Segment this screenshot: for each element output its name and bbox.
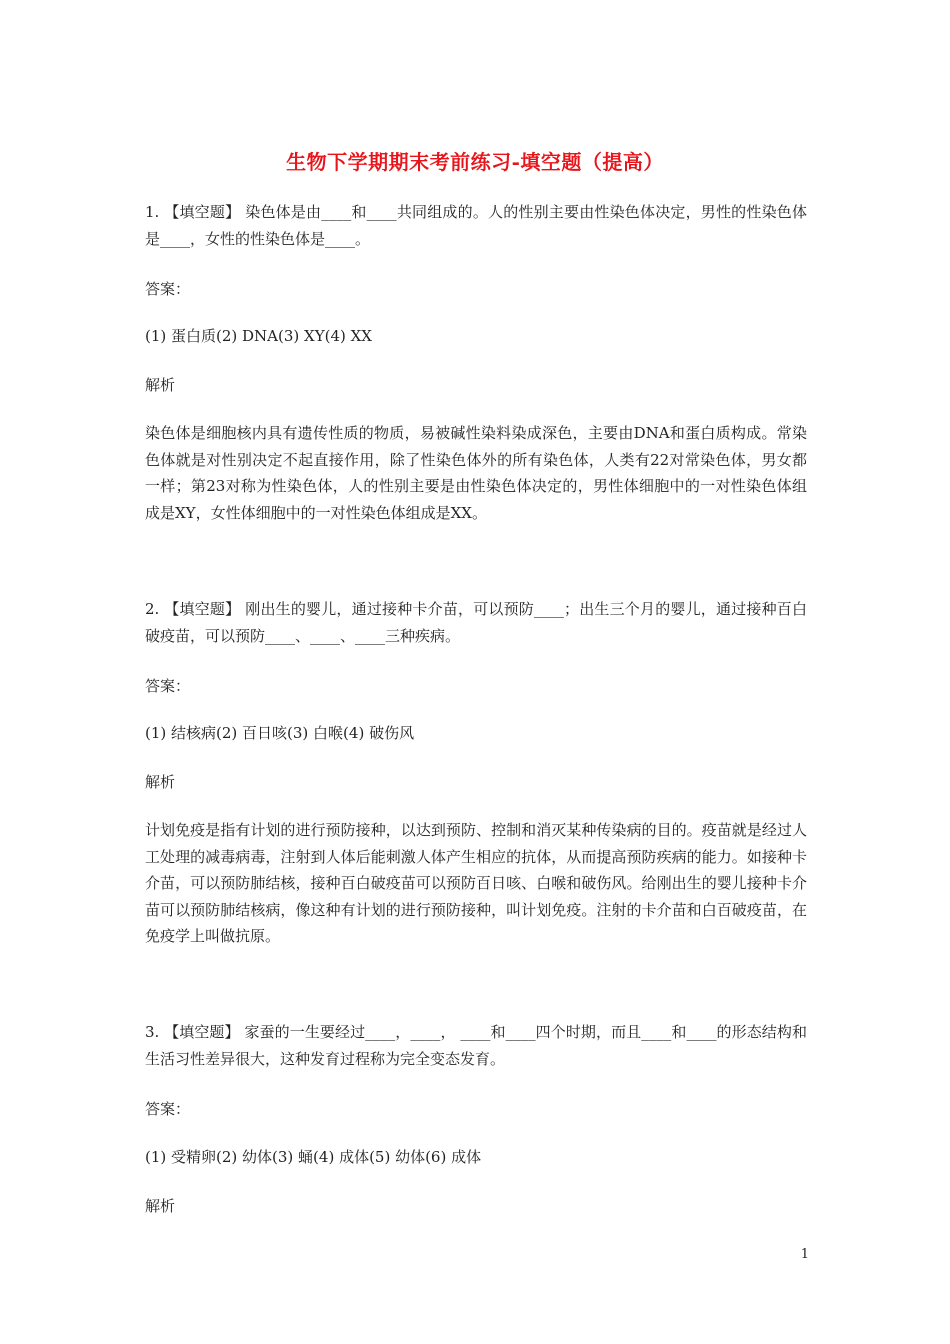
question-1-text: [145, 199, 807, 252]
question-2-answer: (1) 结核病(2) 百日咳(3) 白喉(4) 破伤风: [145, 724, 415, 742]
question-3-analysis-label: 解析: [145, 1197, 176, 1215]
question-1-answer-label: 答案：: [145, 280, 191, 298]
question-3-body: 家蚕的一生要经过____，____， ____和____四个时期，而且____和____的形态结构和生活习性差异很大，这种发育过程称为完全变态发育。: [145, 1023, 807, 1068]
page-title: 生物下学期期末考前练习-填空题（提高）: [286, 150, 664, 174]
question-1-number: 1.: [145, 203, 160, 221]
question-3-tag: 【填空题】: [164, 1023, 240, 1041]
question-2-body: 刚出生的婴儿，通过接种卡介苗，可以预防____；出生三个月的婴儿，通过接种百白破疫苗，可以预防____、____、____三种疾病。: [145, 600, 807, 645]
question-3-number: 3.: [145, 1023, 160, 1041]
question-1-tag: 【填空题】: [164, 203, 241, 221]
question-1-answer: (1) 蛋白质(2) DNA(3) XY(4) XX: [145, 327, 372, 345]
question-2-text: [145, 596, 807, 649]
question-1-analysis-label: 解析: [145, 376, 176, 394]
question-3-text: [145, 1019, 807, 1072]
question-2-number: 2.: [145, 600, 160, 618]
page-number: 1: [800, 1247, 809, 1262]
question-2-answer-label: 答案：: [145, 677, 191, 695]
question-2-tag: 【填空题】: [164, 600, 241, 618]
question-1-body: 染色体是由____和____共同组成的。人的性别主要由性染色体决定，男性的性染色体是____，女性的性染色体是____。: [145, 203, 807, 248]
question-3-answer-label: 答案：: [145, 1100, 191, 1118]
question-2-analysis-label: 解析: [145, 773, 176, 791]
question-2-analysis: 计划免疫是指有计划的进行预防接种，以达到预防、控制和消灭某种传染病的目的。疫苗就是经过人工处理的减毒病毒，注射到人体后能刺激人体产生相应的抗体，从而提高预防疾病的能力。如接种卡介苗，可以预防肺结核，接种百白破疫苗可以预防百日咳、白喉和破伤风。给刚出生的婴儿接种卡介苗可以预防肺结核病，像这种有计划的进行预防接种，叫计划免疫。注射的卡介苗和白百破疫苗，在免疫学上叫做抗原。: [145, 821, 807, 945]
question-1-analysis: 染色体是细胞核内具有遗传性质的物质，易被碱性染料染成深色，主要由DNA和蛋白质构成。常染色体就是对性别决定不起直接作用，除了性染色体外的所有染色体，人类有22对常染色体，男女都一样；第23对称为性染色体，人的性别主要是由性染色体决定的，男性体细胞中的一对性染色体组成是XY，女性体细胞中的一对性染色体组成是XX。: [145, 424, 807, 522]
question-3-answer: (1) 受精卵(2) 幼体(3) 蛹(4) 成体(5) 幼体(6) 成体: [145, 1148, 482, 1166]
